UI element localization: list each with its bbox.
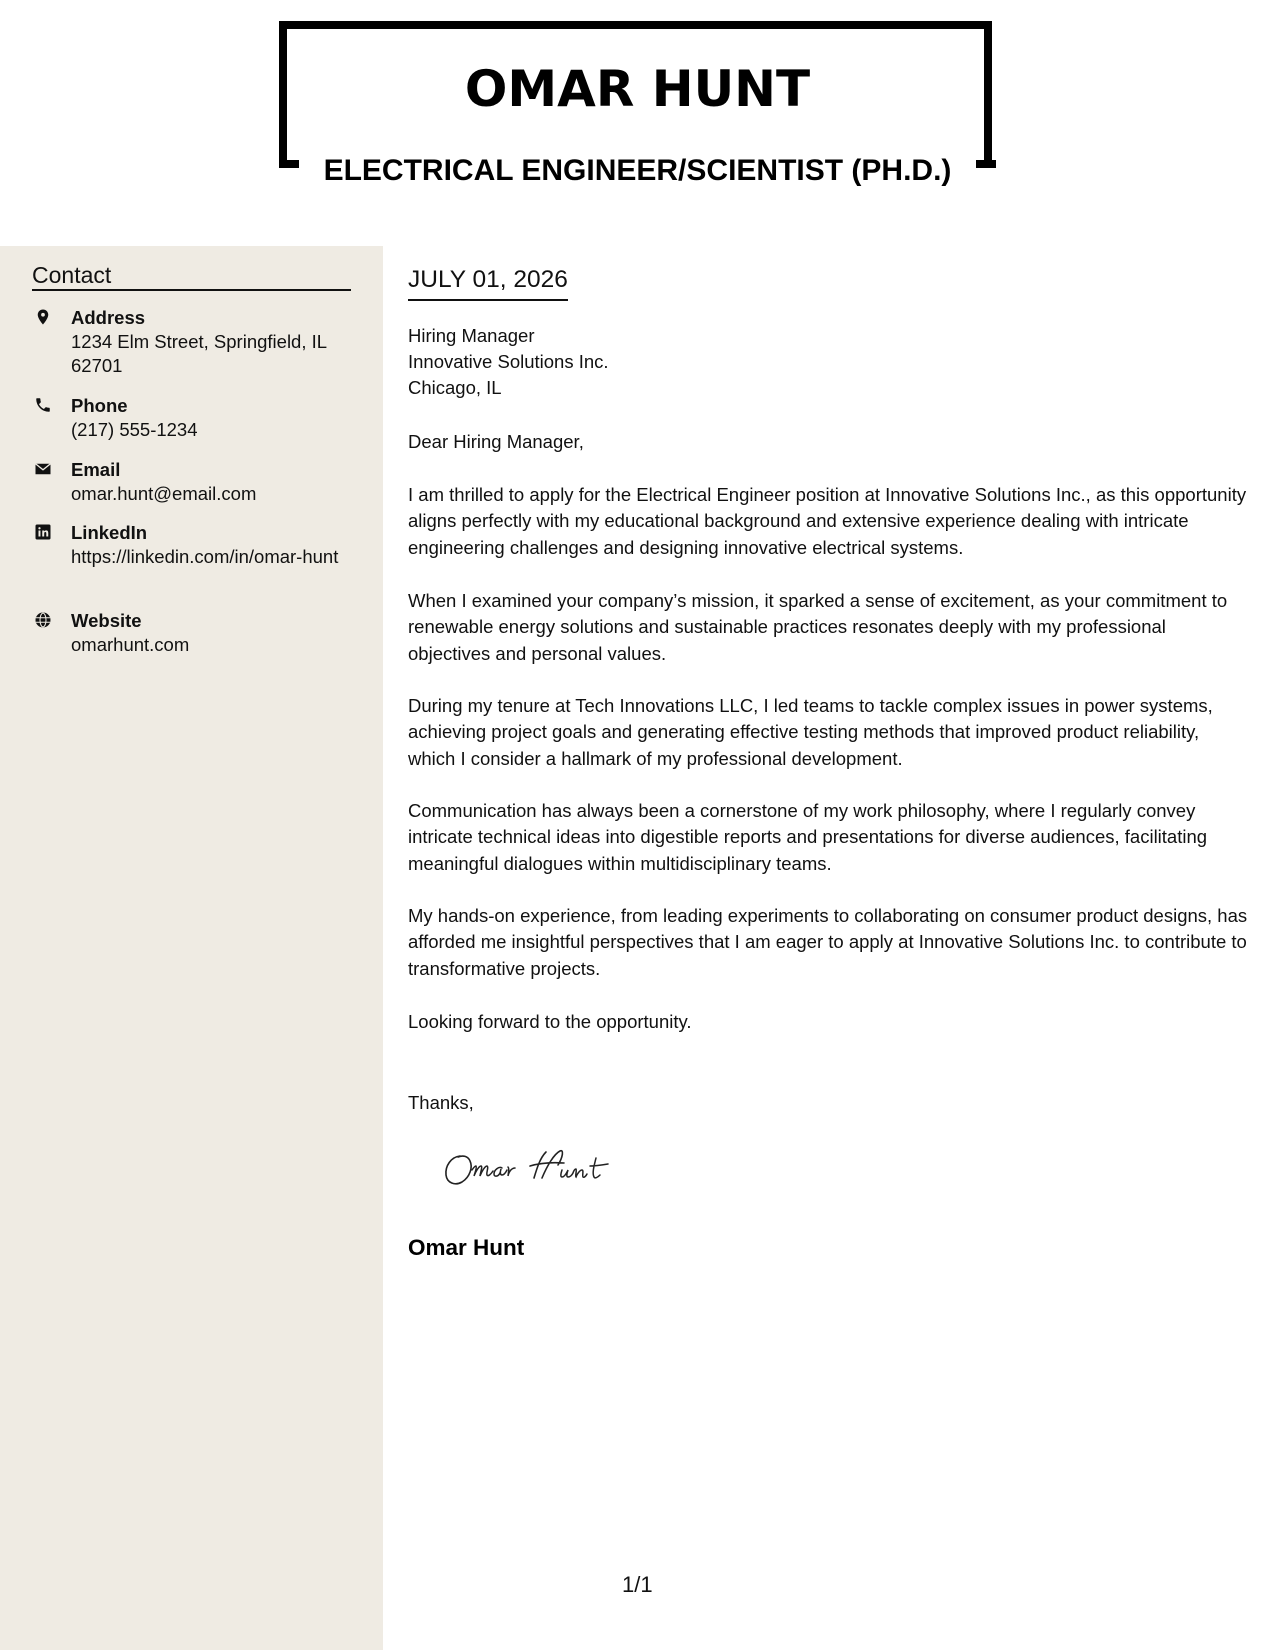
handwritten-signature [438, 1144, 638, 1194]
contact-heading: Contact [32, 262, 351, 291]
contact-value: omar.hunt@email.com [71, 483, 257, 504]
map-pin-icon [34, 308, 52, 326]
recipient-name: Hiring Manager [408, 325, 535, 346]
phone-icon [34, 396, 52, 414]
contact-sidebar [0, 246, 383, 1650]
contact-label: Phone [71, 395, 128, 416]
closing: Thanks, [408, 1092, 474, 1113]
page-number: 1/1 [622, 1572, 653, 1597]
contact-label: Email [71, 459, 121, 480]
contact-label: Website [71, 610, 142, 631]
recipient-block [408, 323, 609, 401]
contact-label: Address [71, 307, 146, 328]
applicant-name: OMAR HUNT [464, 60, 811, 118]
body-paragraph: During my tenure at Tech Innovations LLC, I led teams to tackle complex issues in power systems, achieving project goals and generating effective testing methods that improved product reliability, which I consider a hallmark of my professional development. [408, 695, 1213, 769]
contact-label: LinkedIn [71, 522, 148, 543]
contact-value: 1234 Elm Street, Springfield, IL 62701 [71, 331, 327, 376]
letter-header [0, 0, 1275, 246]
contact-value: https://linkedin.com/in/omar-hunt [71, 546, 339, 567]
recipient-location: Chicago, IL [408, 377, 502, 398]
body-paragraph: My hands-on experience, from leading experiments to collaborating on consumer product designs, has afforded me insightful perspectives that I am eager to apply at Innovative Solutions Inc. to contribute to transformative projects. [408, 905, 1248, 979]
body-paragraph: I am thrilled to apply for the Electrical Engineer position at Innovative Solutions Inc., as this opportunity aligns perfectly with my educational background and extensive experience dealing with intricate engineering challenges and designing innovative electrical systems. [408, 484, 1247, 558]
applicant-title: ELECTRICAL ENGINEER/SCIENTIST (PH.D.) [323, 154, 952, 187]
salutation: Dear Hiring Manager, [408, 431, 584, 452]
envelope-icon [34, 460, 52, 478]
body-paragraph: When I examined your company’s mission, it sparked a sense of excitement, as your commitment to renewable energy solutions and sustainable practices resonates deeply with my professional objectives and personal values. [408, 590, 1228, 664]
letter-date: JULY 01, 2026 [408, 265, 568, 301]
signer-name: Omar Hunt [408, 1235, 525, 1260]
globe-icon [34, 611, 52, 629]
contact-value: omarhunt.com [71, 634, 190, 655]
body-paragraph: Communication has always been a cornerstone of my work philosophy, where I regularly convey intricate technical ideas into digestible reports and presentations for diverse audiences, facilitating meaningful dialogues within multidisciplinary teams. [408, 800, 1208, 874]
recipient-company: Innovative Solutions Inc. [408, 351, 609, 372]
linkedin-icon [34, 523, 52, 541]
contact-value: (217) 555-1234 [71, 419, 198, 440]
body-paragraph: Looking forward to the opportunity. [408, 1011, 692, 1032]
